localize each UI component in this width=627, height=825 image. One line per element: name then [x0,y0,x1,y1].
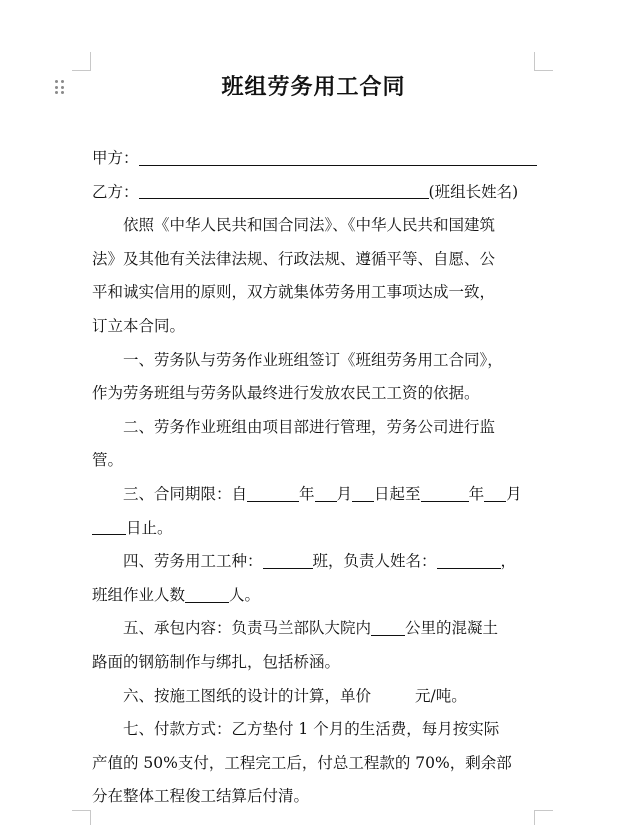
kilometer-blank[interactable] [371,618,405,636]
unit-price-line [92,680,537,714]
page-corner-bottom-left [72,810,91,825]
paragraph-line: 路面的钢筋制作与绑扎，包括桥涵。 [92,652,341,671]
paragraph-line: 七、付款方式：乙方垫付 1 个月的生活费，每月按实际 [123,720,500,739]
page-corner-top-left [72,52,91,71]
party-a-label: 甲方： [92,149,139,167]
party-a-line [92,142,537,176]
end-year-label: 年 [468,484,485,503]
paragraph-line: 一、劳务队与劳务作业班组签订《班组劳务用工合同》， [123,350,503,369]
worker-count-label: 班组作业人数 [92,585,186,604]
end-day-blank[interactable] [92,517,126,535]
paragraph-line: 作为劳务班组与劳务队最终进行发放农民工工资的依据。 [92,384,480,403]
party-b-blank[interactable] [139,181,429,199]
paragraph-line: 管。 [92,451,124,470]
worker-count-blank[interactable] [185,585,229,603]
clause5-prefix: 五、承包内容：负责马兰部队大院内 [123,619,372,638]
worker-count-suffix: 人。 [229,585,261,604]
scope-line [92,612,537,646]
party-b-line [92,176,537,210]
end-month-blank[interactable] [484,484,506,502]
clause6-prefix: 六、按施工图纸的设计的计算，单价 [123,686,372,705]
contract-period-line [92,478,537,512]
paragraph-line: 依照《中华人民共和国合同法》、《中华人民共和国建筑 [123,216,496,235]
leader-name-blank[interactable] [437,551,501,569]
labor-type-blank[interactable] [263,551,313,569]
clause4-class: 班，负责人姓名： [312,552,437,571]
start-month-label: 月 [336,484,353,503]
paragraph-line: 产值的 50%支付，工程完工后，付总工程款的 70%，剩余部 [92,753,512,772]
clause5-suffix: 公里的混凝土 [405,619,499,638]
paragraph-line: 分在整体工程俊工结算后付清。 [92,787,310,806]
clause3-prefix: 三、合同期限：自 [123,484,248,503]
party-b-label: 乙方： [92,182,139,201]
document-body [92,142,537,814]
clause4-comma: ， [500,552,517,571]
unit-price-unit: 元/吨。 [415,686,467,705]
start-day-blank[interactable] [352,484,374,502]
labor-type-line [92,545,537,579]
start-year-blank[interactable] [247,484,299,502]
contract-period-line-2 [92,512,537,546]
start-month-blank[interactable] [315,484,337,502]
start-year-label: 年 [299,484,315,503]
end-year-blank[interactable] [421,484,469,502]
paragraph-line: 平和诚实信用的原则，双方就集体劳务用工事项达成一致， [92,283,496,302]
party-b-suffix: (班组长姓名) [428,182,519,201]
end-month-label: 月 [506,484,522,503]
clause4-prefix: 四、劳务用工工种： [123,552,263,571]
worker-count-line [92,579,537,613]
document-title: 班组劳务用工合同 [221,74,406,100]
start-day-label: 日起至 [374,484,421,503]
party-a-blank[interactable] [139,148,537,166]
paragraph-line: 订立本合同。 [92,316,186,335]
paragraph-line: 二、劳务作业班组由项目部进行管理，劳务公司进行监 [123,417,496,436]
paragraph-line: 法》及其他有关法律法规、行政法规、遵循平等、自愿、公 [92,249,496,268]
page-corner-top-right [534,52,553,71]
end-day-label: 日止。 [126,518,173,537]
